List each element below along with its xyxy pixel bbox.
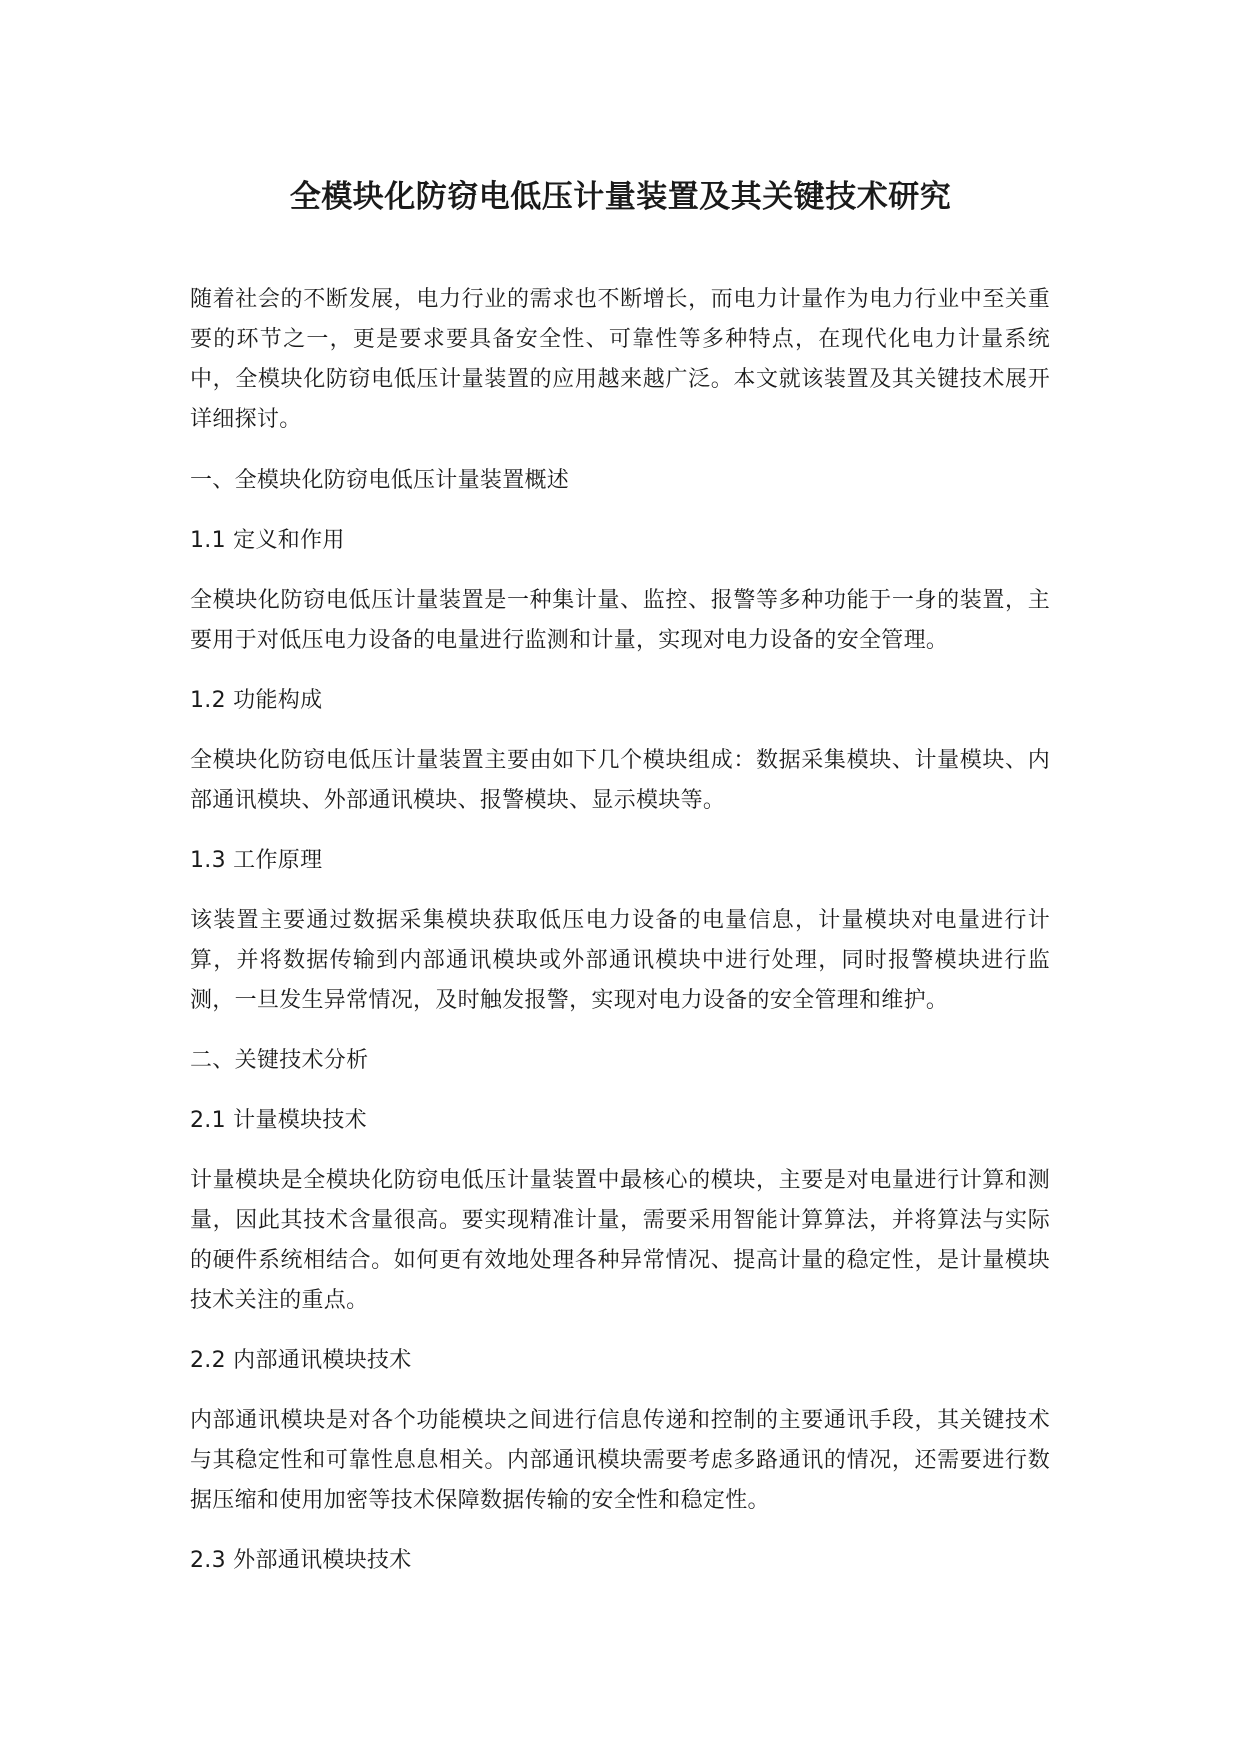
section-2-2-heading: 2.2 内部通讯模块技术 xyxy=(190,1348,412,1373)
intro-paragraph: 随着社会的不断发展，电力行业的需求也不断增长，而电力计量作为电力行业中至关重要的环节之一，更是要求要具备安全性、可靠性等多种特点，在现代化电力计量系统中，全模块化防窃电低压计量装置的应用越来越广泛。本文就该装置及其关键技术展开详细探讨。 xyxy=(190,287,1050,432)
section-2-2-paragraph: 内部通讯模块是对各个功能模块之间进行信息传递和控制的主要通讯手段，其关键技术与其稳定性和可靠性息息相关。内部通讯模块需要考虑多路通讯的情况，还需要进行数据压缩和使用加密等技术保障数据传输的安全性和稳定性。 xyxy=(190,1408,1050,1513)
section-1-3-paragraph: 该装置主要通过数据采集模块获取低压电力设备的电量信息，计量模块对电量进行计算，并将数据传输到内部通讯模块或外部通讯模块中进行处理，同时报警模块进行监测，一旦发生异常情况，及时触发报警，实现对电力设备的安全管理和维护。 xyxy=(190,908,1050,1013)
section-1-2-heading: 1.2 功能构成 xyxy=(190,688,323,713)
section-1-heading: 一、全模块化防窃电低压计量装置概述 xyxy=(190,468,570,493)
section-1-3-heading: 1.3 工作原理 xyxy=(190,848,323,873)
section-1-2-paragraph: 全模块化防窃电低压计量装置主要由如下几个模块组成：数据采集模块、计量模块、内部通讯模块、外部通讯模块、报警模块、显示模块等。 xyxy=(190,748,1050,813)
section-1-1-paragraph: 全模块化防窃电低压计量装置是一种集计量、监控、报警等多种功能于一身的装置，主要用于对低压电力设备的电量进行监测和计量，实现对电力设备的安全管理。 xyxy=(190,588,1050,653)
section-1-1-heading: 1.1 定义和作用 xyxy=(190,528,345,553)
section-2-1-heading: 2.1 计量模块技术 xyxy=(190,1108,367,1133)
document-title: 全模块化防窃电低压计量装置及其关键技术研究 xyxy=(289,179,952,215)
section-2-heading: 二、关键技术分析 xyxy=(190,1048,369,1073)
section-2-1-paragraph: 计量模块是全模块化防窃电低压计量装置中最核心的模块，主要是对电量进行计算和测量，因此其技术含量很高。要实现精准计量，需要采用智能计算算法，并将算法与实际的硬件系统相结合。如何更有效地处理各种异常情况、提高计量的稳定性，是计量模块技术关注的重点。 xyxy=(190,1168,1050,1313)
section-2-3-heading: 2.3 外部通讯模块技术 xyxy=(190,1548,412,1573)
